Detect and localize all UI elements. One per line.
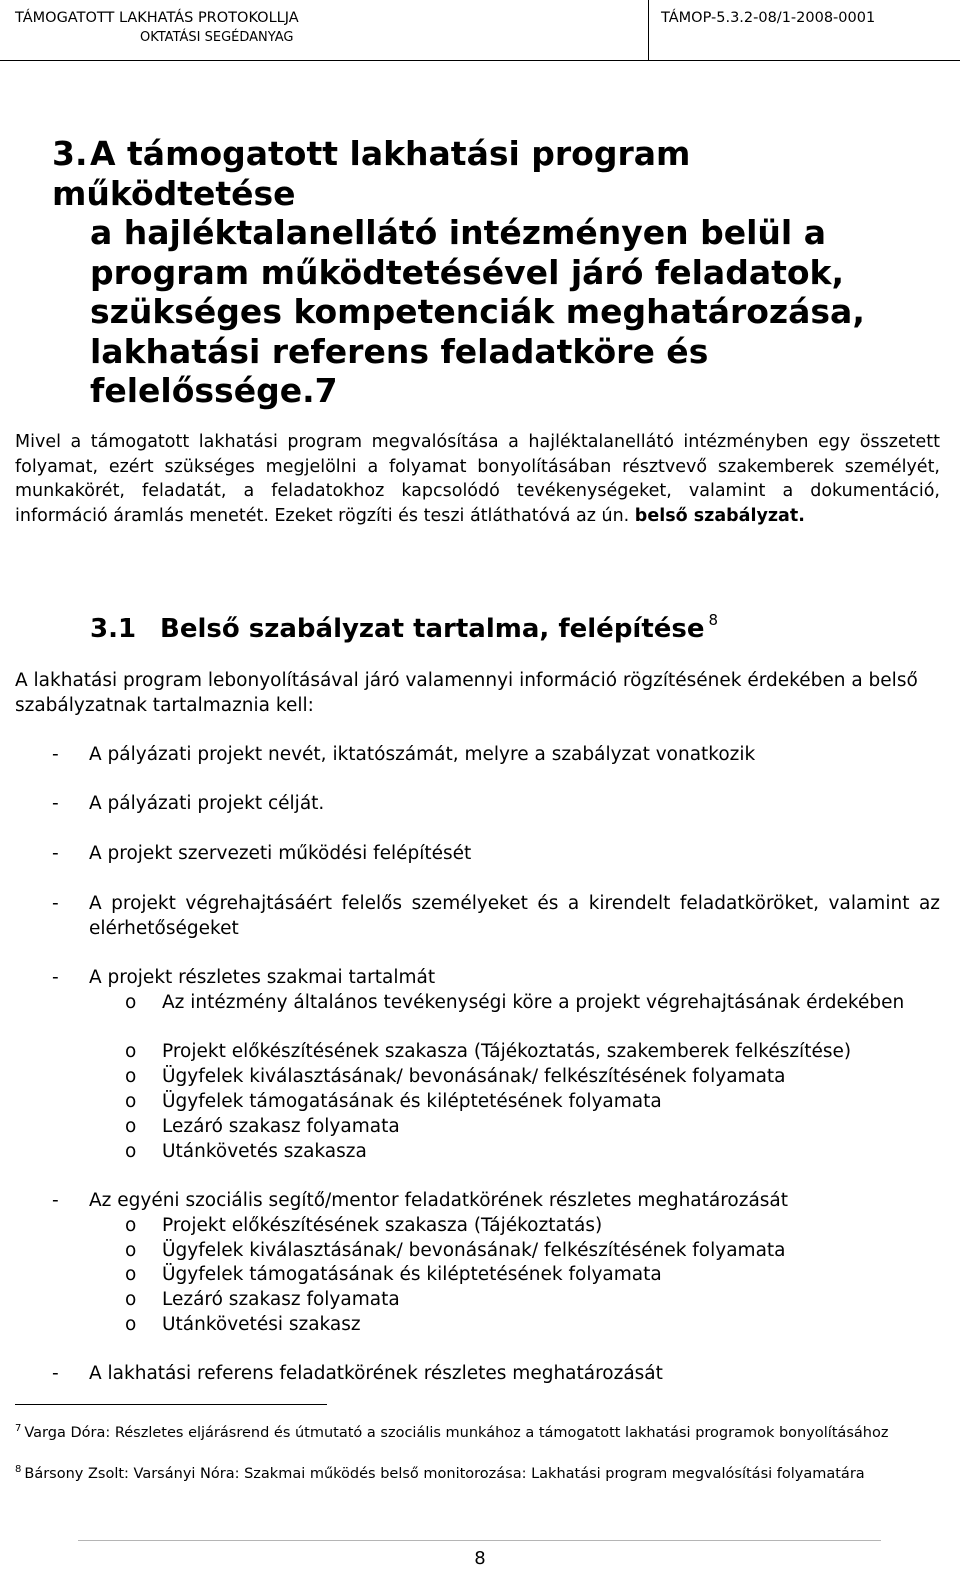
section-title: Belső szabályzat tartalma, felépítése [160, 614, 705, 644]
sub-list-item: o Lezáró szakasz folyamata [125, 1115, 940, 1140]
dash-marker: - [52, 893, 59, 914]
sub-list-item: o Ügyfelek kiválasztásának/ bevonásának/ felkészítésének folyamata [125, 1239, 940, 1264]
intro-text: Mivel a támogatott lakhatási program megvalósítása a hajléktalanellátó intézményben egy összetett folyamat, ezért szükséges megjelölni a folyamat bonyolításában résztvevő szakemberek személyét, munkakörét, feladatát, a feladatokhoz kapcsolódó tevékenységeket, valamint a dokumentáció, információ áramlás menetét. Ezeket rögzíti és teszi átláthatóvá az ún. [15, 432, 940, 526]
dash-marker: - [52, 843, 59, 864]
sub-list-item: o Utánkövetés szakasza [125, 1140, 940, 1165]
dash-marker: - [52, 1190, 59, 1211]
footnote-number: 8 [15, 1464, 22, 1475]
bullet-marker: o [125, 992, 137, 1013]
intro-bold-term: belső szabályzat. [634, 505, 805, 526]
footnote-separator [15, 1404, 327, 1405]
chapter-heading-line: program működtetésével járó feladatok, [90, 252, 845, 292]
list-item: - A projekt végrehajtásáért felelős személyeket és a kirendelt feladatköröket, valamint az elérhetőségeket [52, 893, 940, 939]
sub-list-item: o Utánkövetési szakasz [125, 1313, 940, 1338]
footnote [15, 1460, 940, 1484]
footnote-number: 7 [15, 1423, 22, 1434]
footnote-text: Varga Dóra: Részletes eljárásrend és útmutató a szociális munkához a támogatott lakhatási programok bonyolításához [24, 1425, 889, 1441]
bullet-marker: o [125, 1289, 137, 1310]
dash-marker: - [52, 967, 59, 988]
list-item: - Az egyéni szociális segítő/mentor feladatkörének részletes meghatározását [52, 1189, 940, 1214]
bullet-marker: o [125, 1240, 137, 1261]
sub-list-item: o Projekt előkészítésének szakasza (Tájékoztatás) [125, 1214, 940, 1239]
sub-list-item: o Ügyfelek támogatásának és kiléptetésének folyamata [125, 1263, 940, 1288]
chapter-heading-line: felelőssége.7 [90, 371, 338, 410]
chapter-heading-line: A támogatott lakhatási program működtetése [52, 134, 691, 213]
list-item: - A pályázati projekt nevét, iktatószámát, melyre a szabályzat vonatkozik [52, 743, 940, 768]
list-item: - A projekt részletes szakmai tartalmát [52, 966, 940, 991]
sub-list-item: o Lezáró szakasz folyamata [125, 1288, 940, 1313]
intro-paragraph [15, 430, 940, 528]
list-item: - A lakhatási referens feladatkörének részletes meghatározását [52, 1362, 940, 1387]
bullet-marker: o [125, 1215, 137, 1236]
dash-marker: - [52, 744, 59, 765]
bullet-marker: o [125, 1314, 137, 1335]
running-header-left [15, 8, 299, 45]
bullet-marker: o [125, 1091, 137, 1112]
chapter-number: 3. [52, 134, 88, 173]
chapter-heading-line: szükséges kompetenciák meghatározása, [90, 292, 865, 331]
chapter-heading [52, 134, 942, 411]
page-number: 8 [474, 1548, 486, 1569]
footnote [15, 1419, 940, 1443]
sub-list-item: o Ügyfelek támogatásának és kiléptetésének folyamata [125, 1090, 940, 1115]
sub-list-item: o Projekt előkészítésének szakasza (Tájékoztatás, szakemberek felkészítése) [125, 1040, 940, 1065]
section-intro-paragraph: A lakhatási program lebonyolításával járó valamennyi információ rögzítésének érdekében a belső szabályzatnak tartalmaznia kell: [15, 670, 918, 716]
chapter-heading-line: a hajléktalanellátó intézményen belül a [90, 213, 826, 252]
list-item: - A projekt szervezeti működési felépítését [52, 842, 940, 867]
footer-rule [78, 1540, 881, 1541]
bullet-marker: o [125, 1141, 137, 1162]
footnote-text: Bársony Zsolt: Varsányi Nóra: Szakmai működés belső monitorozása: Lakhatási program megvalósítási folyamatára [24, 1466, 865, 1482]
bullet-marker: o [125, 1264, 137, 1285]
project-code: TÁMOP-5.3.2-08/1-2008-0001 [661, 10, 876, 26]
bullet-marker: o [125, 1116, 137, 1137]
header-divider [648, 0, 649, 60]
document-subtitle: OKTATÁSI SEGÉDANYAG [140, 30, 294, 45]
section-heading [90, 600, 718, 649]
bullet-marker: o [125, 1041, 137, 1062]
document-title: TÁMOGATOTT LAKHATÁS PROTOKOLLJA [15, 10, 299, 26]
sub-list-item: o Ügyfelek kiválasztásának/ bevonásának/ felkészítésének folyamata [125, 1065, 940, 1090]
bullet-marker: o [125, 1066, 137, 1087]
header-rule [0, 60, 960, 61]
footnote-ref: 8 [708, 611, 719, 629]
chapter-heading-line: lakhatási referens feladatköre és [90, 331, 709, 371]
sub-list-item: o Az intézmény általános tevékenységi köre a projekt végrehajtásának érdekében [125, 991, 940, 1016]
dash-marker: - [52, 793, 59, 814]
list-item: - A pályázati projekt célját. [52, 792, 940, 817]
section-number: 3.1 [90, 614, 137, 644]
dash-marker: - [52, 1363, 59, 1384]
